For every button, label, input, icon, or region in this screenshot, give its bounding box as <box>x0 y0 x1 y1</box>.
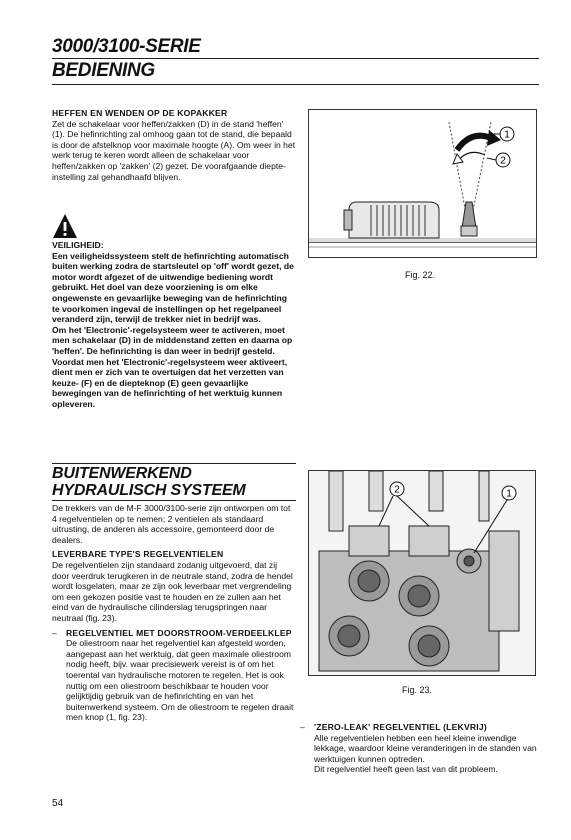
section-heading: HEFFEN EN WENDEN OP DE KOPAKKER <box>52 108 228 118</box>
hydraulic-body <box>52 503 296 723</box>
safety-paragraph: Voordat men het 'Electronic'-regelsysteem weer aktiveert, dient men er zich van te overtuigen dat het verzetten van keuze- (F) en de diepteknop (E) geen gevaarlijke bewegingen van de hefinrichting of het werktuig kunnen opleveren. <box>52 356 288 409</box>
header-divider <box>52 58 539 59</box>
callout-2: 2 <box>394 484 400 496</box>
callout-1: 1 <box>504 129 510 141</box>
safety-heading: VEILIGHEID: <box>52 240 104 250</box>
paragraph: De regelventielen zijn standaard zodanig uitgevoerd, dat zij door veerdruk terugkeren in de neutrale stand, zodra de hendel wordt losgelaten, maar ze zijn ook leverbaar met vergrendeling om een gekozen positie vast te houden en ze zullen aan het eind van de hydraulische cilinderslag terugspringen naar neutraal (fig. 23). <box>52 559 293 623</box>
section-heffen <box>52 108 296 182</box>
list-heading: REGELVENTIEL MET DOORSTROOM-VERDEELKLEP <box>66 627 292 638</box>
series-title: 3000/3100-SERIE <box>52 36 201 57</box>
paragraph: De trekkers van de M-F 3000/3100-serie zijn ontworpen om tot 4 regelventielen op te nemen; 2 ventielen als standaard uitrusting, de anderen als accessoire, gemonteerd door de dealers. <box>52 503 291 545</box>
figure-22 <box>308 109 537 258</box>
figure-caption: Fig. 22. <box>405 270 436 280</box>
safety-block <box>52 240 296 410</box>
paragraph: Zet de schakelaar voor heffen/zakken (D) in de stand 'heffen' (1). De hefinrichting zal omhoog gaan tot de stand, die bepaald is door de afstelknop voor maximale hoogte (A). Om weer in het werk terug te keren wordt alleen de schakelaar voor heffen/zakken op 'zakken' (2) gezet. De voorafgaande diepte-instelling zal gehandhaafd blijven. <box>52 118 296 182</box>
safety-paragraph: Om het 'Electronic'-regelsysteem weer te activeren, moet men schakelaar (D) in de middenstand zetten en daarna op 'heffen'. De hefinrichting is dan weer in bedrijf gesteld. <box>52 324 293 356</box>
zero-leak-block <box>300 722 538 775</box>
section-hydraulic <box>52 465 296 499</box>
figure-caption: Fig. 23. <box>402 685 433 695</box>
section-divider <box>52 463 296 464</box>
paragraph: Dit regelventiel heeft geen last van dit probleem. <box>314 764 498 775</box>
section-title: HYDRAULISCH SYSTEEM <box>52 482 246 499</box>
paragraph: De oliestroom naar het regelventiel kan afgesteld worden, aangepast aan het werktuig, dat geen maximale oliestroom nodig heeft, bijv. waar precisiewerk vereist is of om het toerental van hydraulische motoren te regelen. Het is ook nuttig om een oliestroom beschikbaar te houden voor gelijktijdig gebruik van de hefinrichting en van het buitenwerkend systeem. Om de oliestroom te regelen draait men knop (1, fig. 23). <box>66 638 294 723</box>
section-divider <box>52 500 296 501</box>
list-item <box>52 628 296 639</box>
paragraph: Alle regelventielen hebben een heel kleine inwendige lekkage, waardoor kleine veranderingen in de standen van werktuigen kunnen optreden. <box>314 732 537 764</box>
list-heading: 'ZERO-LEAK' REGELVENTIEL (LEKVRIJ) <box>314 722 487 732</box>
section-heading: LEVERBARE TYPE'S REGELVENTIELEN <box>52 549 224 560</box>
safety-paragraph: Een veiligheidssysteem stelt de hefinrichting automatisch buiten werking zodra de startsleutel op 'off' wordt gezet, de motor wordt afgezet of de uitwendige bediening wordt gebruikt. Het doel van deze voorziening is om elke ongewenste en gevaarlijke beweging van de hefinrichting te voorkomen ingeval de instellingen op het regelpaneel veranderd zijn, terwijl de trekker niet in bedrijf was. <box>52 250 294 325</box>
page-title: BEDIENING <box>52 60 155 81</box>
section-title: BUITENWERKEND <box>52 465 192 482</box>
list-item <box>300 722 538 733</box>
valve-illustration <box>309 471 535 675</box>
implement-illustration <box>309 110 536 257</box>
warning-triangle-icon <box>52 213 78 239</box>
callout-2: 2 <box>500 155 506 167</box>
list-dash: – <box>300 722 305 732</box>
list-dash: – <box>52 627 57 638</box>
header-divider <box>52 84 539 85</box>
page-number: 54 <box>52 798 64 809</box>
figure-23 <box>308 470 536 676</box>
callout-1: 1 <box>506 488 512 500</box>
